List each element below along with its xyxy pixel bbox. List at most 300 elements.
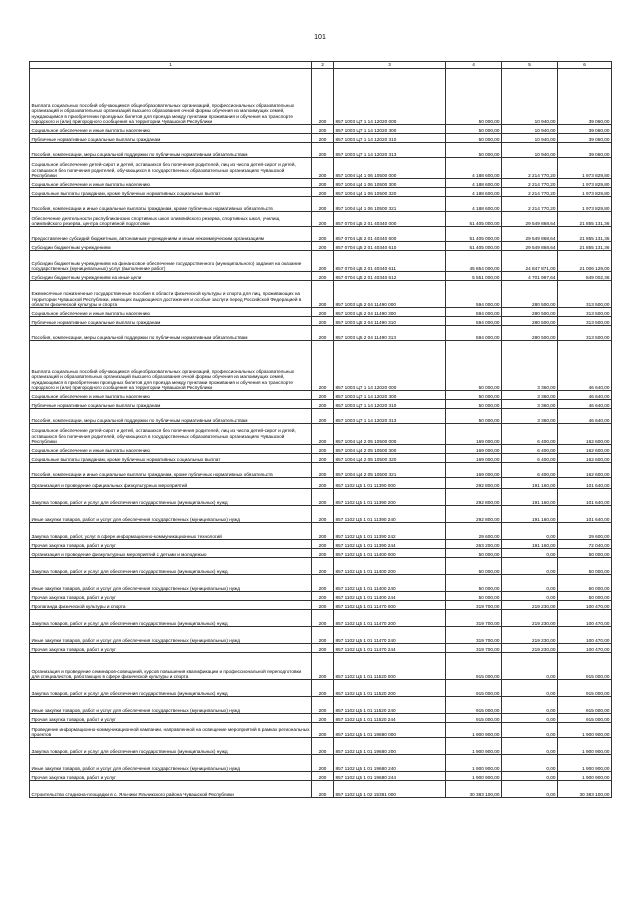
row-description: Социальное обеспечение детей-сирот и детей, оставшихся без попечения родителей, лиц из числа детей-сирот и детей, оставшихся без попечения родителей, обучающихся в государственных образовательных организациях Чувашской Республики (30, 424, 312, 445)
table-row (30, 644, 612, 653)
row-approved-amount: 50 000,00 (446, 391, 502, 400)
row-description: Социальное обеспечение и иные выплаты населению (30, 391, 312, 400)
row-line-code: 200 (312, 179, 334, 188)
row-executed-amount: 280 500,00 (502, 326, 558, 341)
table-row (30, 400, 612, 409)
row-description: Социальное обеспечение и иные выплаты населению (30, 308, 312, 317)
row-line-code: 200 (312, 627, 334, 644)
row-description: Иные закупки товаров, работ и услуг для обеспечения государственных (муниципальных) нужд (30, 755, 312, 772)
row-unexecuted-amount: 50 000,00 (558, 549, 612, 558)
row-executed-amount: 6 400,00 (502, 454, 558, 463)
row-executed-amount: 219 230,00 (502, 610, 558, 627)
table-row (30, 281, 612, 308)
row-line-code: 200 (312, 738, 334, 755)
row-classification-code: 857 1003 Ц5 2 04 11490 313 (334, 326, 446, 341)
row-approved-amount: 915 000,00 (446, 697, 502, 714)
row-classification-code: 857 1003 Ц5 2 04 11490 310 (334, 317, 446, 326)
row-description: Предоставление субсидий бюджетным, автономным учреждениям и иным некоммерческим организациям (30, 227, 312, 242)
row-executed-amount: 0,00 (502, 523, 558, 540)
row-executed-amount: 0,00 (502, 772, 558, 781)
row-approved-amount: 594 000,00 (446, 281, 502, 308)
row-line-code: 200 (312, 601, 334, 610)
row-classification-code: 857 1003 Ц5 2 04 11490 000 (334, 281, 446, 308)
row-line-code: 200 (312, 506, 334, 523)
row-executed-amount: 10 940,00 (502, 143, 558, 158)
table-row (30, 738, 612, 755)
row-approved-amount: 4 188 600,00 (446, 158, 502, 179)
row-description: Социальное обеспечение детей-сирот и детей, оставшихся без попечения родителей, лиц из числа детей-сирот и детей, оставшихся без попечения родителей, обучающихся в государственных образовательных организациях Чувашской Республики (30, 158, 312, 179)
row-line-code: 200 (312, 454, 334, 463)
row-unexecuted-amount: 313 500,00 (558, 281, 612, 308)
row-executed-amount: 6 400,00 (502, 445, 558, 454)
row-unexecuted-amount: 21 855 131,36 (558, 212, 612, 227)
row-classification-code: 857 1003 Ц7 1 14 12020 300 (334, 125, 446, 134)
row-description: Пособия, компенсации и иные социальные выплаты гражданам, кроме публичных нормативных обязательств (30, 463, 312, 478)
row-classification-code: 857 1102 Ц5 1 01 11470 200 (334, 610, 446, 627)
row-description: Организация и проведение физкультурных мероприятий с детьми и молодежью (30, 549, 312, 558)
row-classification-code: 857 1003 Ц7 1 14 12020 313 (334, 143, 446, 158)
row-unexecuted-amount: 1 900 900,00 (558, 755, 612, 772)
row-line-code: 200 (312, 592, 334, 601)
row-approved-amount: 169 000,00 (446, 445, 502, 454)
table-row (30, 540, 612, 549)
row-executed-amount: 0,00 (502, 714, 558, 723)
row-approved-amount: 50 000,00 (446, 341, 502, 391)
row-approved-amount: 51 405 000,00 (446, 212, 502, 227)
row-description: Социальное обеспечение и иные выплаты населению (30, 445, 312, 454)
row-unexecuted-amount: 50 000,00 (558, 558, 612, 575)
table-row (30, 445, 612, 454)
row-approved-amount: 594 000,00 (446, 326, 502, 341)
row-executed-amount: 0,00 (502, 575, 558, 592)
row-line-code: 200 (312, 540, 334, 549)
row-unexecuted-amount: 1 973 829,80 (558, 188, 612, 197)
row-unexecuted-amount: 30 383 100,00 (558, 781, 612, 798)
row-unexecuted-amount: 100 470,00 (558, 644, 612, 653)
table-row (30, 627, 612, 644)
row-executed-amount: 29 549 868,64 (502, 227, 558, 242)
row-executed-amount: 280 500,00 (502, 317, 558, 326)
row-approved-amount: 50 000,00 (446, 400, 502, 409)
row-unexecuted-amount: 46 640,00 (558, 391, 612, 400)
row-approved-amount: 915 000,00 (446, 714, 502, 723)
row-approved-amount: 4 188 600,00 (446, 197, 502, 212)
row-unexecuted-amount: 100 470,00 (558, 627, 612, 644)
table-row (30, 242, 612, 251)
row-executed-amount: 10 940,00 (502, 134, 558, 143)
row-executed-amount: 0,00 (502, 558, 558, 575)
row-description: Выплата социальных пособий обучающимся общеобразовательных организаций, профессиональных образовательных организаций и образовательных организаций высшего образования очной формы обучения из малоимущих семей, нуждающимся в приобретении проездных билетов для проезда между пунктами проживания и обучения на транспорте городского и (или) пригородного сообщения на территории Чувашской Республики (30, 341, 312, 391)
row-approved-amount: 915 000,00 (446, 680, 502, 697)
row-unexecuted-amount: 21 855 131,36 (558, 242, 612, 251)
row-line-code: 200 (312, 558, 334, 575)
row-unexecuted-amount: 100 470,00 (558, 610, 612, 627)
table-row (30, 506, 612, 523)
row-description: Закупка товаров, работ и услуг для обеспечения государственных (муниципальных) нужд (30, 738, 312, 755)
table-row (30, 143, 612, 158)
row-unexecuted-amount: 162 600,00 (558, 445, 612, 454)
row-executed-amount: 0,00 (502, 723, 558, 738)
row-description: Публичные нормативные социальные выплаты гражданам (30, 317, 312, 326)
page-number: 101 (314, 34, 326, 41)
table-row (30, 478, 612, 489)
row-executed-amount: 2 214 770,20 (502, 197, 558, 212)
row-description: Проведение информационно-коммуникационной кампании, направленной на освещение мероприятий в рамках региональных проектов (30, 723, 312, 738)
table-row (30, 610, 612, 627)
row-executed-amount: 191 160,00 (502, 506, 558, 523)
row-line-code: 200 (312, 391, 334, 400)
row-line-code: 200 (312, 281, 334, 308)
row-line-code: 200 (312, 125, 334, 134)
table-row (30, 179, 612, 188)
row-classification-code: 857 1004 Ц4 2 05 10500 320 (334, 454, 446, 463)
row-description: Закупка товаров, работ и услуг для обеспечения государственных (муниципальных) нужд (30, 680, 312, 697)
table-row (30, 125, 612, 134)
row-classification-code: 857 1004 Ц4 2 05 10500 000 (334, 424, 446, 445)
row-description: Субсидии бюджетным учреждениям на иные цели (30, 272, 312, 281)
row-approved-amount: 594 000,00 (446, 308, 502, 317)
row-classification-code: 857 1003 Ц7 1 14 12020 310 (334, 400, 446, 409)
row-classification-code: 857 1102 Ц5 1 01 19680 200 (334, 738, 446, 755)
row-approved-amount: 292 800,00 (446, 506, 502, 523)
row-unexecuted-amount: 1 900 900,00 (558, 772, 612, 781)
row-description: Организация и проведение официальных физкультурных мероприятий (30, 478, 312, 489)
row-approved-amount: 4 188 600,00 (446, 188, 502, 197)
table-row (30, 549, 612, 558)
row-unexecuted-amount: 1 973 829,80 (558, 158, 612, 179)
table-row (30, 454, 612, 463)
table-row (30, 272, 612, 281)
row-line-code: 200 (312, 644, 334, 653)
row-executed-amount: 29 549 868,64 (502, 242, 558, 251)
row-description: Пропаганда физической культуры и спорта (30, 601, 312, 610)
table-row (30, 463, 612, 478)
row-unexecuted-amount: 46 640,00 (558, 409, 612, 424)
row-line-code: 200 (312, 158, 334, 179)
row-classification-code: 857 0704 Ц5 2 01 40340 612 (334, 272, 446, 281)
row-executed-amount: 10 940,00 (502, 125, 558, 134)
row-description: Прочая закупка товаров, работ и услуг (30, 714, 312, 723)
row-approved-amount: 319 700,00 (446, 601, 502, 610)
row-description: Пособия, компенсации и иные социальные выплаты гражданам, кроме публичных нормативных обязательств (30, 197, 312, 212)
row-unexecuted-amount: 39 060,00 (558, 69, 612, 125)
row-description: Субсидии бюджетным учреждениям (30, 242, 312, 251)
row-line-code: 200 (312, 69, 334, 125)
row-unexecuted-amount: 162 600,00 (558, 463, 612, 478)
row-executed-amount: 219 230,00 (502, 601, 558, 610)
row-line-code: 200 (312, 251, 334, 272)
table-row (30, 723, 612, 738)
row-classification-code: 857 1004 Ц4 1 06 10500 000 (334, 158, 446, 179)
row-line-code: 200 (312, 317, 334, 326)
row-unexecuted-amount: 50 000,00 (558, 592, 612, 601)
row-description: Пособия, компенсации, меры социальной поддержки по публичным нормативным обязательствам (30, 326, 312, 341)
row-line-code: 200 (312, 272, 334, 281)
row-executed-amount: 3 360,00 (502, 400, 558, 409)
row-executed-amount: 0,00 (502, 781, 558, 798)
row-line-code: 200 (312, 755, 334, 772)
row-classification-code: 857 1102 Ц5 1 01 19680 240 (334, 755, 446, 772)
row-classification-code: 857 1003 Ц7 1 14 12020 000 (334, 341, 446, 391)
row-line-code: 200 (312, 680, 334, 697)
row-classification-code: 857 1102 Ц5 1 01 11520 000 (334, 653, 446, 680)
row-description: Ежемесячные пожизненные государственные пособия в области физической культуры и спорта для лиц, проживающих на территории Чувашской Республики, имеющих выдающиеся достижения и особые заслуги перед Российской Федерацией в области физической культуры и спорта (30, 281, 312, 308)
row-executed-amount: 219 230,00 (502, 627, 558, 644)
row-description: Строительство стадиона-площадки в с. Яльчики Яльчикского района Чувашской Республики (30, 781, 312, 798)
row-unexecuted-amount: 162 600,00 (558, 454, 612, 463)
row-approved-amount: 1 900 900,00 (446, 738, 502, 755)
row-classification-code: 857 1102 Ц5 1 01 11470 240 (334, 627, 446, 644)
row-line-code: 200 (312, 478, 334, 489)
row-approved-amount: 4 188 600,00 (446, 179, 502, 188)
row-line-code: 200 (312, 308, 334, 317)
row-executed-amount: 191 160,00 (502, 540, 558, 549)
row-description: Организация и проведение семинаров-совещаний, курсов повышения квалификации и профессиональной переподготовки для специалистов, работающих в сфере физической культуры и спорта (30, 653, 312, 680)
table-row (30, 523, 612, 540)
column-header-5: 5 (502, 62, 558, 69)
row-description: Иные закупки товаров, работ и услуг для обеспечения государственных (муниципальных) нужд (30, 697, 312, 714)
row-description: Обеспечение деятельности республиканских спортивных школ олимпийского резерва, спортивных школ, училищ олимпийского резерва, центра спортивной подготовки (30, 212, 312, 227)
table-row (30, 489, 612, 506)
row-line-code: 200 (312, 424, 334, 445)
table-row (30, 188, 612, 197)
row-description: Иные закупки товаров, работ и услуг для обеспечения государственных (муниципальных) нужд (30, 627, 312, 644)
column-header-2: 2 (312, 62, 334, 69)
row-unexecuted-amount: 21 006 129,00 (558, 251, 612, 272)
row-unexecuted-amount: 100 470,00 (558, 601, 612, 610)
row-approved-amount: 50 000,00 (446, 125, 502, 134)
row-unexecuted-amount: 313 500,00 (558, 326, 612, 341)
table-row (30, 251, 612, 272)
row-approved-amount: 263 200,00 (446, 540, 502, 549)
row-unexecuted-amount: 1 973 829,80 (558, 179, 612, 188)
row-description: Закупка товаров, работ и услуг для обеспечения государственных (муниципальных) нужд (30, 610, 312, 627)
row-classification-code: 857 0704 Ц5 2 01 40340 600 (334, 227, 446, 242)
row-approved-amount: 29 600,00 (446, 523, 502, 540)
row-description: Пособия, компенсации, меры социальной поддержки по публичным нормативным обязательствам (30, 143, 312, 158)
row-classification-code: 857 1102 Ц5 1 01 11390 244 (334, 540, 446, 549)
row-executed-amount: 0,00 (502, 592, 558, 601)
row-approved-amount: 50 000,00 (446, 143, 502, 158)
row-classification-code: 857 1102 Ц5 1 01 11470 244 (334, 644, 446, 653)
row-description: Выплата социальных пособий обучающимся общеобразовательных организаций, профессиональных образовательных организаций и образовательных организаций высшего образования очной формы обучения из малоимущих семей, нуждающимся в приобретении проездных билетов для проезда между пунктами проживания и обучения на транспорте городского и (или) пригородного сообщения на территории Чувашской Республики (30, 69, 312, 125)
row-executed-amount: 2 214 770,20 (502, 188, 558, 197)
table-body (30, 69, 612, 798)
table-row (30, 391, 612, 400)
row-approved-amount: 1 900 900,00 (446, 772, 502, 781)
row-line-code: 200 (312, 610, 334, 627)
row-classification-code: 857 1004 Ц4 2 05 10500 300 (334, 445, 446, 454)
row-line-code: 200 (312, 400, 334, 409)
table-row (30, 227, 612, 242)
table-row (30, 592, 612, 601)
row-classification-code: 857 1004 Ц4 1 06 10500 321 (334, 197, 446, 212)
row-line-code: 200 (312, 781, 334, 798)
row-approved-amount: 50 000,00 (446, 69, 502, 125)
row-executed-amount: 10 940,00 (502, 69, 558, 125)
row-approved-amount: 50 000,00 (446, 549, 502, 558)
table-row (30, 755, 612, 772)
row-classification-code: 857 1102 Ц5 1 01 19680 244 (334, 772, 446, 781)
row-unexecuted-amount: 101 640,00 (558, 489, 612, 506)
row-approved-amount: 169 000,00 (446, 463, 502, 478)
row-line-code: 200 (312, 134, 334, 143)
row-executed-amount: 280 500,00 (502, 308, 558, 317)
row-line-code: 200 (312, 341, 334, 391)
table-row (30, 197, 612, 212)
row-unexecuted-amount: 1 900 900,00 (558, 723, 612, 738)
row-line-code: 200 (312, 714, 334, 723)
row-approved-amount: 50 000,00 (446, 558, 502, 575)
row-line-code: 200 (312, 227, 334, 242)
row-approved-amount: 5 551 000,00 (446, 272, 502, 281)
row-approved-amount: 319 700,00 (446, 610, 502, 627)
row-classification-code: 857 1102 Ц5 1 02 15381 000 (334, 781, 446, 798)
row-approved-amount: 51 405 000,00 (446, 242, 502, 251)
row-description: Социальное обеспечение и иные выплаты населению (30, 179, 312, 188)
row-approved-amount: 292 800,00 (446, 478, 502, 489)
row-executed-amount: 219 230,00 (502, 644, 558, 653)
row-classification-code: 857 1102 Ц5 1 01 11400 200 (334, 558, 446, 575)
row-executed-amount: 0,00 (502, 738, 558, 755)
row-description: Субсидии бюджетным учреждениям на финансовое обеспечение государственного (муниципального) задания на оказание государственных (муниципальных) услуг (выполнение работ) (30, 251, 312, 272)
table-row (30, 601, 612, 610)
table-row (30, 158, 612, 179)
row-unexecuted-amount: 72 040,00 (558, 540, 612, 549)
row-unexecuted-amount: 849 002,36 (558, 272, 612, 281)
row-approved-amount: 292 800,00 (446, 489, 502, 506)
row-approved-amount: 169 000,00 (446, 424, 502, 445)
row-unexecuted-amount: 1 900 900,00 (558, 738, 612, 755)
row-description: Социальное обеспечение и иные выплаты населению (30, 125, 312, 134)
row-line-code: 200 (312, 723, 334, 738)
row-line-code: 200 (312, 549, 334, 558)
row-executed-amount: 2 214 770,20 (502, 158, 558, 179)
table-row (30, 326, 612, 341)
row-line-code: 200 (312, 188, 334, 197)
row-classification-code: 857 1102 Ц5 1 01 11390 200 (334, 489, 446, 506)
row-classification-code: 857 1004 Ц4 1 06 10500 320 (334, 188, 446, 197)
budget-table (29, 61, 612, 798)
row-line-code: 200 (312, 242, 334, 251)
row-line-code: 200 (312, 445, 334, 454)
table-row (30, 714, 612, 723)
row-line-code: 200 (312, 772, 334, 781)
row-approved-amount: 319 700,00 (446, 644, 502, 653)
row-approved-amount: 169 000,00 (446, 454, 502, 463)
row-line-code: 200 (312, 575, 334, 592)
row-approved-amount: 51 405 000,00 (446, 227, 502, 242)
row-executed-amount: 0,00 (502, 549, 558, 558)
table-row (30, 575, 612, 592)
row-classification-code: 857 1003 Ц5 2 04 11490 300 (334, 308, 446, 317)
row-classification-code: 857 0704 Ц5 2 01 40340 610 (334, 242, 446, 251)
row-approved-amount: 319 700,00 (446, 627, 502, 644)
table-row (30, 409, 612, 424)
row-description: Иные закупки товаров, работ и услуг для обеспечения государственных (муниципальных) нужд (30, 575, 312, 592)
row-unexecuted-amount: 101 640,00 (558, 478, 612, 489)
row-description: Пособия, компенсации, меры социальной поддержки по публичным нормативным обязательствам (30, 409, 312, 424)
row-line-code: 200 (312, 409, 334, 424)
row-unexecuted-amount: 21 855 131,36 (558, 227, 612, 242)
table-row (30, 558, 612, 575)
row-executed-amount: 2 214 770,20 (502, 179, 558, 188)
table-row (30, 341, 612, 391)
row-unexecuted-amount: 39 060,00 (558, 134, 612, 143)
row-description: Закупка товаров, работ и услуг для обеспечения государственных (муниципальных) нужд (30, 558, 312, 575)
row-line-code: 200 (312, 326, 334, 341)
row-unexecuted-amount: 39 060,00 (558, 143, 612, 158)
row-classification-code: 857 1102 Ц5 1 01 11470 000 (334, 601, 446, 610)
row-executed-amount: 3 360,00 (502, 341, 558, 391)
row-description: Социальные выплаты гражданам, кроме публичных нормативных социальных выплат (30, 188, 312, 197)
row-description: Публичные нормативные социальные выплаты гражданам (30, 134, 312, 143)
row-description: Закупка товаров, работ, услуг в сфере информационно-коммуникационных технологий (30, 523, 312, 540)
table-row (30, 69, 612, 125)
row-executed-amount: 191 160,00 (502, 489, 558, 506)
row-executed-amount: 3 360,00 (502, 391, 558, 400)
table-header-row (30, 62, 612, 69)
table-row (30, 781, 612, 798)
row-description: Публичные нормативные социальные выплаты гражданам (30, 400, 312, 409)
table-row (30, 772, 612, 781)
row-executed-amount: 0,00 (502, 653, 558, 680)
row-executed-amount: 4 701 997,64 (502, 272, 558, 281)
column-header-6: 6 (558, 62, 612, 69)
row-executed-amount: 0,00 (502, 755, 558, 772)
row-unexecuted-amount: 313 500,00 (558, 308, 612, 317)
row-unexecuted-amount: 1 973 829,80 (558, 197, 612, 212)
row-approved-amount: 50 000,00 (446, 575, 502, 592)
row-approved-amount: 50 000,00 (446, 409, 502, 424)
row-classification-code: 857 1102 Ц5 1 01 11520 200 (334, 680, 446, 697)
row-unexecuted-amount: 915 000,00 (558, 697, 612, 714)
row-unexecuted-amount: 46 640,00 (558, 400, 612, 409)
column-header-3: 3 (334, 62, 446, 69)
row-classification-code: 857 1102 Ц5 1 01 11520 244 (334, 714, 446, 723)
row-unexecuted-amount: 915 000,00 (558, 680, 612, 697)
table-row (30, 212, 612, 227)
row-executed-amount: 0,00 (502, 697, 558, 714)
row-classification-code: 857 0704 Ц5 2 01 40340 000 (334, 212, 446, 227)
row-line-code: 200 (312, 197, 334, 212)
row-description: Социальные выплаты гражданам, кроме публичных нормативных социальных выплат (30, 454, 312, 463)
row-line-code: 200 (312, 212, 334, 227)
row-approved-amount: 1 900 900,00 (446, 755, 502, 772)
row-description: Иные закупки товаров, работ и услуг для обеспечения государственных (муниципальных) нужд (30, 506, 312, 523)
row-approved-amount: 30 383 100,00 (446, 781, 502, 798)
row-line-code: 200 (312, 463, 334, 478)
row-approved-amount: 50 000,00 (446, 134, 502, 143)
row-classification-code: 857 1102 Ц5 1 01 19680 000 (334, 723, 446, 738)
row-classification-code: 857 1102 Ц5 1 01 11400 244 (334, 592, 446, 601)
row-approved-amount: 915 000,00 (446, 653, 502, 680)
row-approved-amount: 1 900 900,00 (446, 723, 502, 738)
row-executed-amount: 0,00 (502, 680, 558, 697)
table-row (30, 680, 612, 697)
row-description: Прочая закупка товаров, работ и услуг (30, 592, 312, 601)
table-row (30, 308, 612, 317)
row-classification-code: 857 1003 Ц7 1 14 12020 313 (334, 409, 446, 424)
row-unexecuted-amount: 39 060,00 (558, 125, 612, 134)
row-executed-amount: 280 500,00 (502, 281, 558, 308)
column-header-4: 4 (446, 62, 502, 69)
row-executed-amount: 24 847 871,00 (502, 251, 558, 272)
row-line-code: 200 (312, 697, 334, 714)
row-classification-code: 857 1003 Ц7 1 14 12020 310 (334, 134, 446, 143)
row-classification-code: 857 1003 Ц7 1 14 12020 300 (334, 391, 446, 400)
row-classification-code: 857 1004 Ц4 2 05 10500 321 (334, 463, 446, 478)
